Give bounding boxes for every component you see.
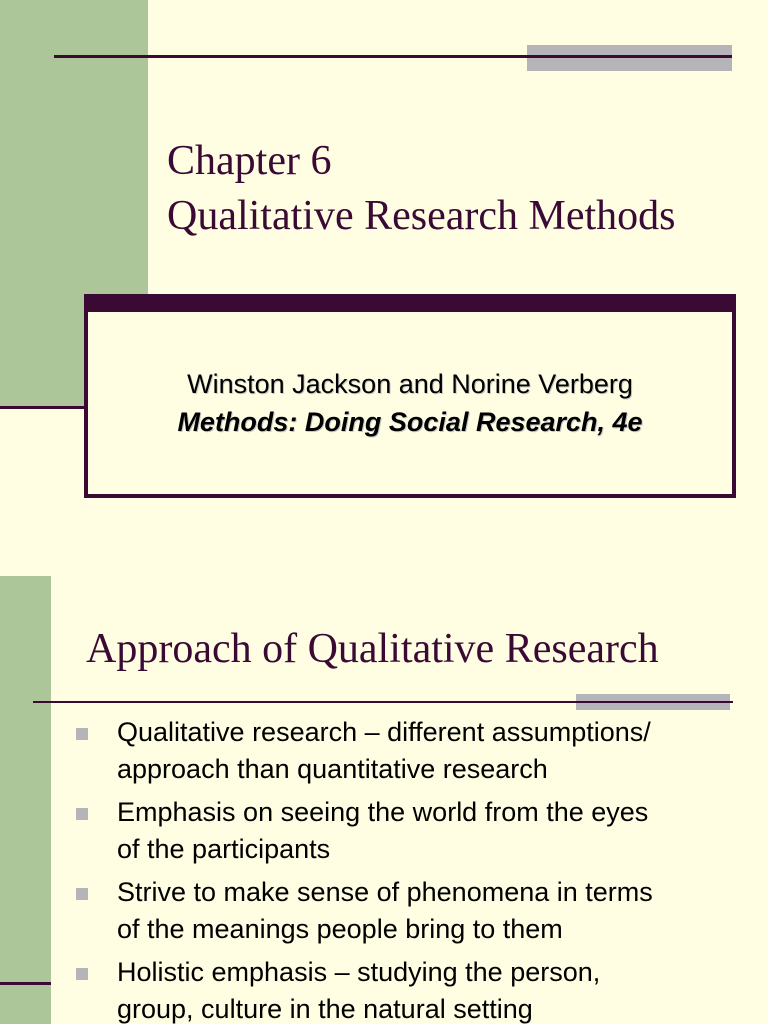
bullet-line: Emphasis on seeing the world from the eyes [117, 797, 649, 827]
slide-approach [0, 536, 768, 1024]
bullet-line: group, culture in the natural setting [117, 994, 533, 1024]
side-accent-line [0, 406, 84, 409]
authors: Winston Jackson and Norine Verberg [187, 369, 633, 399]
bullet-line: Holistic emphasis – studying the person, [117, 957, 601, 987]
bullet-line: of the participants [117, 834, 331, 864]
heading-gray-block [576, 694, 730, 710]
slide-heading: Approach of Qualitative Research [86, 626, 659, 672]
chapter-label: Chapter 6 [167, 138, 332, 184]
side-accent-bar [0, 576, 51, 1024]
book-title: Methods: Doing Social Research, 4e [177, 407, 643, 437]
bullet-line: of the meanings people bring to them [117, 914, 563, 944]
bullet-line: Strive to make sense of phenomena in terms [117, 877, 653, 907]
list-item [72, 954, 762, 1024]
author-box-inner [88, 312, 732, 494]
slide-title-text [167, 134, 757, 244]
square-bullet-icon [76, 728, 88, 740]
square-bullet-icon [76, 808, 88, 820]
side-accent-line [0, 982, 51, 985]
author-box [84, 294, 736, 498]
top-gray-block [527, 45, 732, 71]
list-item [72, 714, 762, 788]
bullet-list [72, 714, 762, 1024]
chapter-title: Qualitative Research Methods [167, 193, 676, 239]
square-bullet-icon [76, 888, 88, 900]
bullet-line: approach than quantitative research [117, 754, 548, 784]
list-item [72, 874, 762, 948]
square-bullet-icon [76, 968, 88, 980]
list-item [72, 794, 762, 868]
bullet-line: Qualitative research – different assumptions/ [117, 717, 651, 747]
